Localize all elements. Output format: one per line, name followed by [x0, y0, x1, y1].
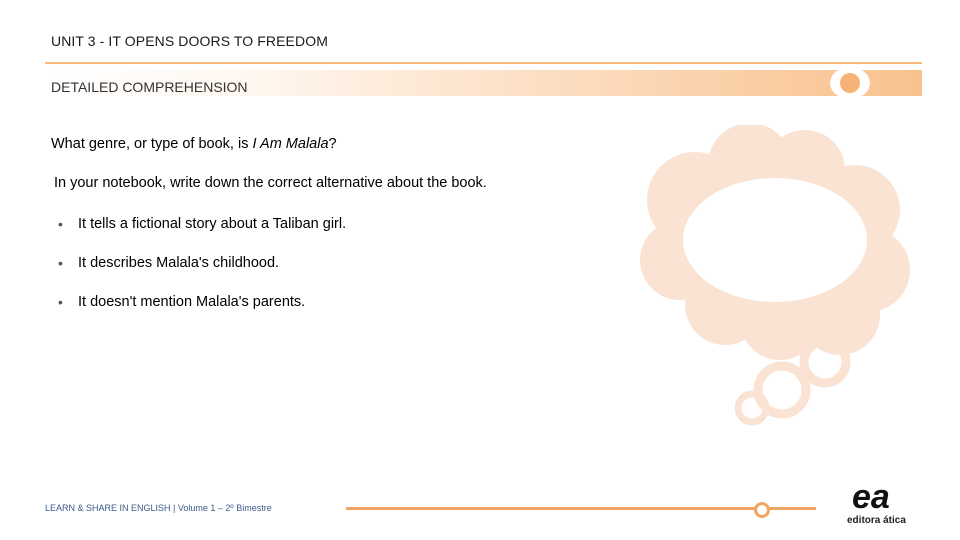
question-suffix: ? [328, 136, 337, 152]
answer-option-text: It doesn't mention Malala's parents. [78, 293, 306, 310]
answer-option [58, 243, 346, 282]
answer-option [58, 204, 346, 243]
section-label: DETAILED COMPREHENSION [51, 79, 248, 95]
editora-atica-logo-icon [852, 480, 902, 514]
logo-mark-text: ea [852, 480, 890, 514]
bullet-icon: • [58, 215, 63, 232]
question-text [51, 136, 337, 152]
logo-text: editora ática [847, 515, 906, 526]
answer-option [58, 282, 346, 321]
answer-option-text: It tells a fictional story about a Taliban girl. [78, 215, 347, 232]
bullet-icon: • [58, 254, 63, 271]
answer-options-list [58, 204, 346, 321]
book-title: I Am Malala [252, 136, 329, 152]
answer-option-text: It describes Malala's childhood. [78, 254, 280, 271]
footer-line [346, 507, 816, 510]
footer-text: LEARN & SHARE IN ENGLISH | Volume 1 – 2º Bimestre [45, 503, 272, 513]
thought-cloud-icon [640, 125, 940, 430]
instruction-text: In your notebook, write down the correct alternative about the book. [54, 175, 487, 191]
unit-title: UNIT 3 - IT OPENS DOORS TO FREEDOM [51, 33, 328, 49]
footer-dot-icon [754, 502, 770, 518]
header-divider [45, 62, 922, 64]
bullet-icon: • [58, 293, 63, 310]
section-marker-icon [830, 67, 870, 99]
question-prefix: What genre, or type of book, is [51, 136, 253, 152]
